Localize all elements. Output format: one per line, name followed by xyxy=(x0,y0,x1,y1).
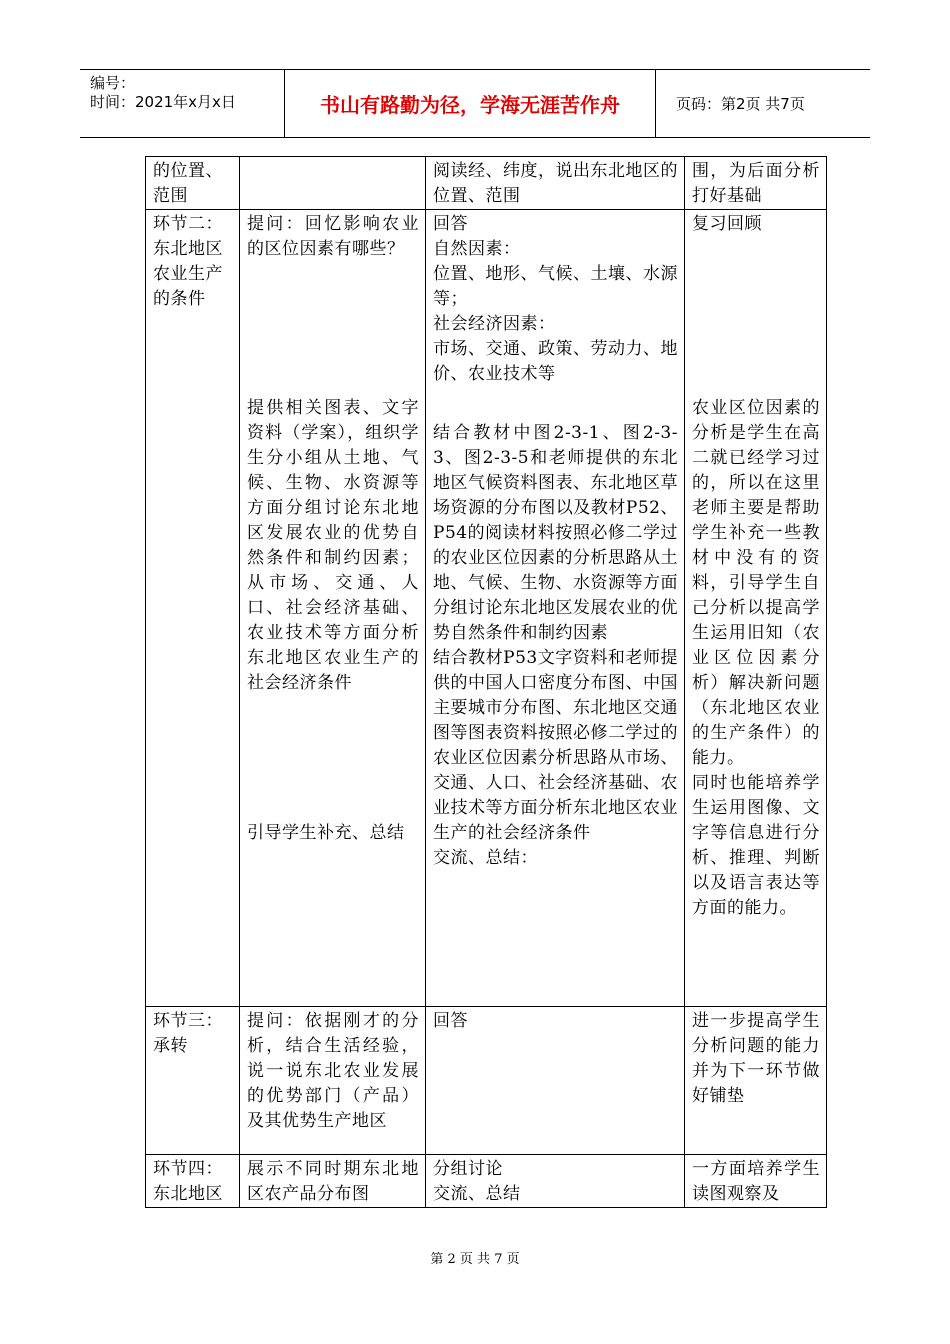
student-activity-cell xyxy=(426,1155,685,1208)
stage-cell: 环节四：东北地区 xyxy=(146,1155,240,1208)
header-meta-cell xyxy=(80,70,285,137)
serial-number-label: 编号： xyxy=(90,74,136,92)
student-answer-line: 自然因素： xyxy=(433,239,521,259)
table-row xyxy=(146,1155,827,1208)
teacher-provide-materials: 提供相关图表、文字资料（学案），组织学生分小组从土地、气候、生物、水资源等方面分组讨论东北地区发展农业的优势自然条件和制约因素；从市场、交通、人口、社会经济基础、农业技术等方面分析东北地区农业生产的社会经济条件 xyxy=(247,398,419,693)
design-intent-cell: 围，为后面分析打好基础 xyxy=(685,157,827,210)
lesson-plan-table xyxy=(145,156,827,1208)
student-answer-line: 社会经济因素： xyxy=(433,314,556,334)
teacher-activity-cell: 提问：依据刚才的分析，结合生活经验，说一说东北农业发展的优势部门（产品）及其优势生产地区 xyxy=(240,1007,426,1155)
design-intent-cell: 一方面培养学生读图观察及 xyxy=(685,1155,827,1208)
table-row xyxy=(146,210,827,1007)
teacher-activity-cell: 展示不同时期东北地区农产品分布图 xyxy=(240,1155,426,1208)
stage-cell: 环节二：东北地区农业生产的条件 xyxy=(146,210,240,1007)
student-activity-cell: 回答 xyxy=(426,1007,685,1155)
student-exchange-summary: 交流、总结： xyxy=(433,848,538,868)
teacher-activity-cell xyxy=(240,157,426,210)
student-social-analysis: 结合教材P53文字资料和老师提供的中国人口密度分布图、中国主要城市分布图、东北地区交通图等图表资料按照必修二学过的农业区位因素分析思路从市场、交通、人口、社会经济基础、农业技术等方面分析东北地区农业生产的社会经济条件 xyxy=(433,648,678,843)
student-activity-cell: 阅读经、纬度，说出东北地区的位置、范围 xyxy=(426,157,685,210)
student-activity-cell xyxy=(426,210,685,1007)
table-row xyxy=(146,157,827,210)
page-code-label xyxy=(666,70,870,137)
intent-analysis: 农业区位因素的分析是学生在高二就已经学习过的，所以在这里老师主要是帮助学生补充一些教材中没有的资料，引导学生自己分析以提高学生运用旧知（农业区位因素分析）解决新问题（东北地区农业的生产条件）的能力。 xyxy=(692,398,820,768)
teacher-question: 提问：回忆影响农业的区位因素有哪些？ xyxy=(247,214,419,259)
student-exchange-summary: 交流、总结 xyxy=(433,1184,521,1204)
intent-review: 复习回顾 xyxy=(692,214,762,234)
page-code-text: 页码：第2页 共7页 xyxy=(676,95,805,113)
design-intent-cell xyxy=(685,210,827,1007)
student-natural-analysis: 结合教材中图2-3-1、图2-3-3、图2-3-5和老师提供的东北地区气候资料图表、东北地区草场资源的分布图以及教材P52、P54的阅读材料按照必修二学过的农业区位因素的分析思路从土地、气候、生物、水资源等方面分组讨论东北地区发展农业的优势自然条件和制约因素 xyxy=(433,423,678,643)
design-intent-cell: 进一步提高学生分析问题的能力并为下一环节做好铺垫 xyxy=(685,1007,827,1155)
page-footer: 第 2 页 共 7 页 xyxy=(430,1252,520,1267)
intent-skills: 同时也能培养学生运用图像、文字等信息进行分析、推理、判断以及语言表达等方面的能力。 xyxy=(692,773,820,918)
teacher-guide-summary: 引导学生补充、总结 xyxy=(247,823,405,843)
table-row xyxy=(146,1007,827,1155)
motto-text: 书山有路勤为径，学海无涯苦作舟 xyxy=(285,70,656,137)
date-label: 时间：2021年x月x日 xyxy=(90,93,236,111)
student-answer-line: 位置、地形、气候、土壤、水源等； xyxy=(433,264,678,309)
student-answer-line: 市场、交通、政策、劳动力、地价、农业技术等 xyxy=(433,339,678,384)
stage-cell: 的位置、范围 xyxy=(146,157,240,210)
student-group-discussion: 分组讨论 xyxy=(433,1159,503,1179)
teacher-activity-cell xyxy=(240,210,426,1007)
page-header xyxy=(80,69,870,138)
stage-cell: 环节三：承转 xyxy=(146,1007,240,1155)
student-answer-line: 回答 xyxy=(433,214,468,234)
